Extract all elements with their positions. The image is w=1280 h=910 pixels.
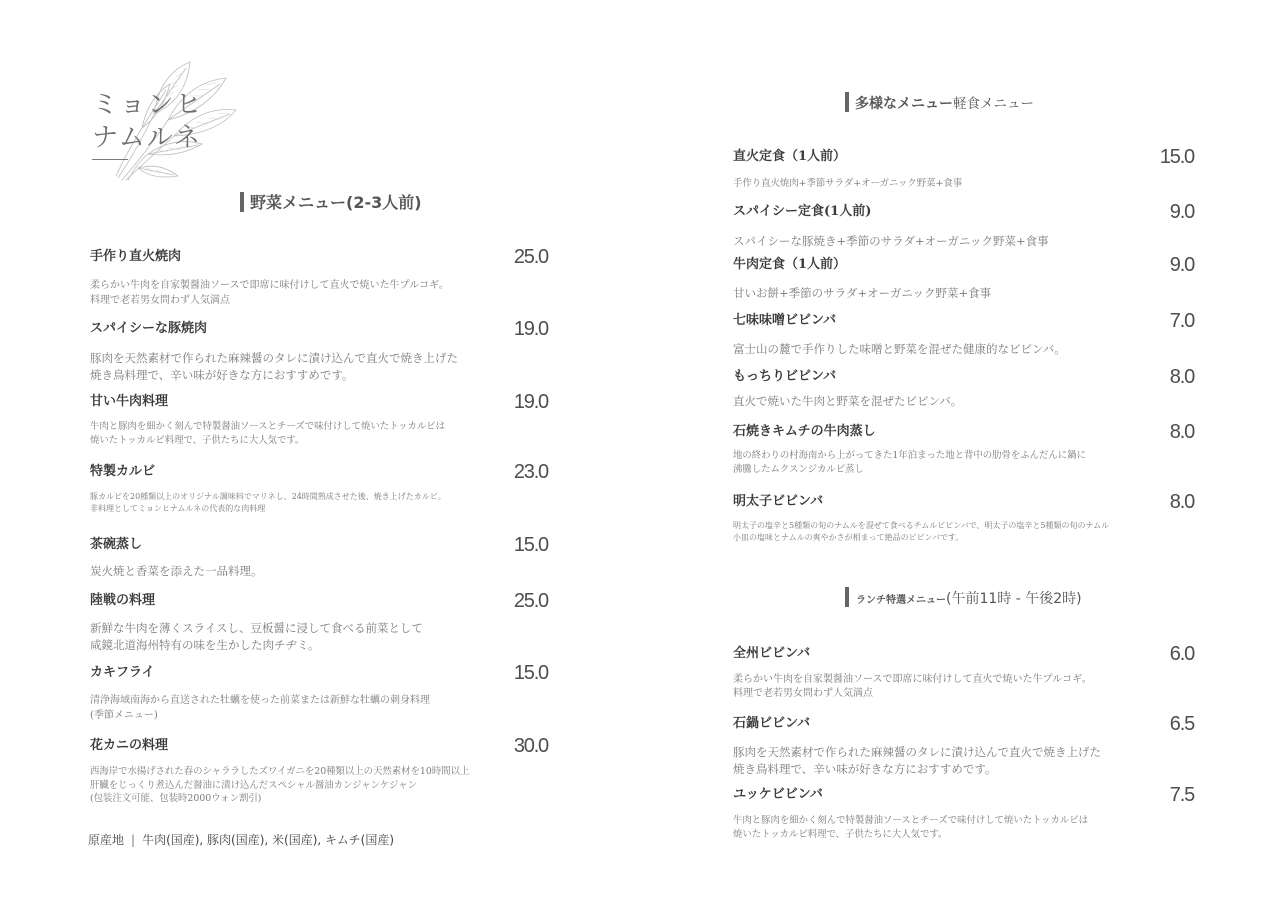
description-line: 料理で老若男女問わず人気満点	[733, 687, 873, 699]
description-line: 直火で焼いた牛肉と野菜を混ぜたビビンバ。	[733, 393, 963, 408]
section-title-bold: 多様なメニュー	[855, 96, 953, 112]
menu-item	[733, 713, 1194, 778]
item-description	[90, 278, 548, 308]
item-price: 7.0	[1169, 310, 1194, 332]
description-line: 牛肉と豚肉を細かく刻んで特製醤油ソースとチーズで味付けして焼いたトッカルビは	[90, 421, 446, 433]
item-price: 30.0	[513, 735, 548, 757]
description-line: 豚カルビを20種類以上のオリジナル調味料でマリネし、24時間熟成させた後、焼き上げたカルビ。	[90, 491, 446, 501]
description-line: スパイシーな豚焼き+季節のサラダ+オーガニック野菜+食事	[733, 233, 1049, 248]
item-description	[733, 233, 1194, 250]
section-title-text: 野菜メニュー(2-3人前)	[250, 193, 422, 212]
section-marker	[845, 587, 849, 607]
item-name: スパイシー定食(1人前)	[733, 204, 872, 219]
description-line: 豚肉を天然素材で作られた麻辣醤のタレに漬け込んで直火で焼き上げた	[90, 350, 458, 365]
item-description	[733, 744, 1194, 778]
item-name: 甘い牛肉料理	[90, 394, 169, 409]
section-title-vegetable	[250, 193, 422, 213]
item-price: 9.0	[1169, 254, 1194, 276]
item-name: 茶碗蒸し	[90, 537, 143, 552]
description-line: 地の終わりの村海南から上がってきた1年泊まった地と背中の肋骨をふんだんに鍋に	[733, 450, 1086, 462]
description-line: 焼いたトッカルビ料理で、子供たちに大人気です。	[733, 829, 948, 841]
brand-name-line2: ナムルネ	[92, 123, 202, 153]
section-title-lunch	[856, 588, 1082, 611]
item-name: 直火定食（1人前）	[733, 149, 847, 164]
origin-label: 原産地	[88, 833, 125, 847]
item-name: 花カニの料理	[90, 738, 169, 753]
item-name: 石焼きキムチの牛肉蒸し	[733, 424, 876, 439]
menu-item	[733, 201, 1194, 250]
menu-item	[733, 146, 1194, 191]
item-price: 6.0	[1169, 643, 1194, 665]
menu-item	[90, 391, 548, 447]
item-description	[733, 285, 1194, 302]
menu-item	[90, 590, 548, 654]
section-marker	[845, 92, 849, 112]
item-name: 全州ビビンバ	[733, 646, 811, 661]
item-price: 8.0	[1169, 421, 1194, 443]
description-line: 焼いたトッカルビ料理で、子供たちに大人気です。	[90, 434, 305, 446]
item-description	[733, 814, 1194, 842]
description-line: 炭火焼と香菜を添えた一品料理。	[90, 563, 263, 578]
description-line: 新鮮な牛肉を薄くスライスし、豆板醤に浸して食べる前菜として	[90, 620, 424, 635]
item-name: 明太子ビビンバ	[733, 494, 824, 509]
item-description	[733, 449, 1194, 476]
menu-item	[90, 318, 548, 384]
item-price: 7.5	[1169, 784, 1194, 806]
item-price: 15.0	[513, 534, 548, 556]
item-description	[90, 563, 548, 580]
item-name: カキフライ	[90, 665, 155, 680]
section-title-light: 軽食メニュー	[953, 96, 1034, 112]
description-line: 西海岸で水揚げされた春のシャララしたズワイガニを20種類以上の天然素材を10時間以上	[90, 766, 470, 778]
item-price: 8.0	[1169, 491, 1194, 513]
item-description	[90, 693, 548, 723]
item-name: 牛肉定食（1人前）	[733, 257, 847, 272]
description-line: 牛肉と豚肉を細かく刻んで特製醤油ソースとチーズで味付けして焼いたトッカルビは	[733, 815, 1089, 827]
item-description	[90, 620, 548, 654]
origin-text: 牛肉(国産), 豚肉(国産), 米(国産), キムチ(国産)	[142, 833, 395, 847]
menu-item	[733, 491, 1194, 545]
item-description	[733, 177, 1194, 191]
description-line: 焼き鳥料理で、辛い味が好きな方におすすめです。	[733, 761, 997, 776]
item-price: 15.0	[513, 662, 548, 684]
description-line: 小皿の塩味とナムルの爽やかさが相まって絶品のビビンバです。	[733, 533, 964, 543]
item-description	[733, 341, 1194, 358]
item-price: 15.0	[1159, 146, 1194, 168]
description-line: 肝臓をじっくり煮込んだ醤油に漬け込んだスペシャル醤油カンジャンケジャン	[90, 779, 417, 791]
brand-name-line1: ミョンヒ	[92, 90, 204, 120]
description-line: 沸騰したムクスンジカルビ蒸し	[733, 463, 864, 475]
description-line: 富士山の麓で手作りした味噌と野菜を混ぜた健康的なビビンバ。	[733, 341, 1066, 356]
item-price: 25.0	[513, 590, 548, 612]
section-title-various	[855, 93, 1034, 114]
item-description	[90, 350, 548, 384]
item-name: スパイシーな豚焼肉	[90, 321, 208, 336]
menu-item	[733, 366, 1194, 410]
description-line: 甘いお餅+季節のサラダ+オーガニック野菜+食事	[733, 285, 992, 300]
description-line: (季節メニュー)	[90, 709, 158, 721]
description-line: 柔らかい牛肉を自家製醤油ソースで即席に味付けして直火で焼いた牛プルコギ。	[90, 279, 449, 291]
item-description	[90, 765, 548, 806]
item-price: 19.0	[513, 391, 548, 413]
item-description	[733, 393, 1194, 410]
section-title-bold: ランチ特選メニュー	[856, 595, 946, 606]
item-name: もっちりビビンバ	[733, 369, 837, 384]
item-price: 19.0	[513, 318, 548, 340]
item-price: 23.0	[513, 461, 548, 483]
menu-item	[90, 735, 548, 806]
menu-item	[733, 310, 1194, 358]
item-name: 七味味噌ビビンバ	[733, 313, 837, 328]
origin-note	[88, 832, 394, 848]
section-title-light: (午前11時 - 午後2時)	[946, 591, 1082, 607]
item-name: 石鍋ビビンバ	[733, 716, 811, 731]
menu-item	[733, 643, 1194, 701]
description-line: (包装注文可能、包装時2000ウォン割引)	[90, 793, 262, 805]
menu-item	[90, 534, 548, 580]
description-line: 豚肉を天然素材で作られた麻辣醤のタレに漬け込んで直火で焼き上げた	[733, 744, 1101, 759]
description-line: 柔らかい牛肉を自家製醤油ソースで即席に味付けして直火で焼いた牛プルコギ。	[733, 673, 1092, 685]
description-line: 手作り直火焼肉+季節サラダ+オーガニック野菜+食事	[733, 178, 963, 190]
menu-item	[90, 662, 548, 723]
section-marker	[240, 192, 244, 212]
item-price: 6.5	[1169, 713, 1194, 735]
item-price: 8.0	[1169, 366, 1194, 388]
item-description	[90, 491, 548, 516]
item-description	[90, 420, 548, 447]
menu-item	[90, 246, 548, 308]
item-price: 25.0	[513, 246, 548, 268]
item-description	[733, 673, 1194, 701]
item-name: 陸戦の料理	[90, 593, 156, 608]
description-line: 明太子の塩辛と5種類の旬のナムルを混ぜて食べるチムルビビンバで、明太子の塩辛と5種類の旬のナムル	[733, 520, 1110, 530]
menu-item	[90, 461, 548, 516]
item-name: 特製カルビ	[90, 464, 156, 479]
item-name: ユッケビビンバ	[733, 787, 823, 802]
item-description	[733, 520, 1194, 545]
item-name: 手作り直火焼肉	[90, 249, 182, 264]
description-line: 清浄海域南海から直送された牡蠣を使った前菜または新鮮な牡蠣の刺身料理	[90, 694, 430, 706]
brand-underline	[92, 159, 128, 160]
item-price: 9.0	[1169, 201, 1194, 223]
menu-item	[733, 421, 1194, 476]
description-line: 咸鏡北道海州特有の味を生かした肉チヂミ。	[90, 637, 320, 652]
menu-item	[733, 784, 1194, 842]
description-line: 料理で老若男女問わず人気満点	[90, 294, 230, 306]
menu-item	[733, 254, 1194, 302]
description-line: 非料理としてミョンヒナムルネの代表的な肉料理	[90, 504, 266, 514]
origin-separator: |	[131, 833, 136, 847]
description-line: 焼き鳥料理で、辛い味が好きな方におすすめです。	[90, 367, 354, 382]
